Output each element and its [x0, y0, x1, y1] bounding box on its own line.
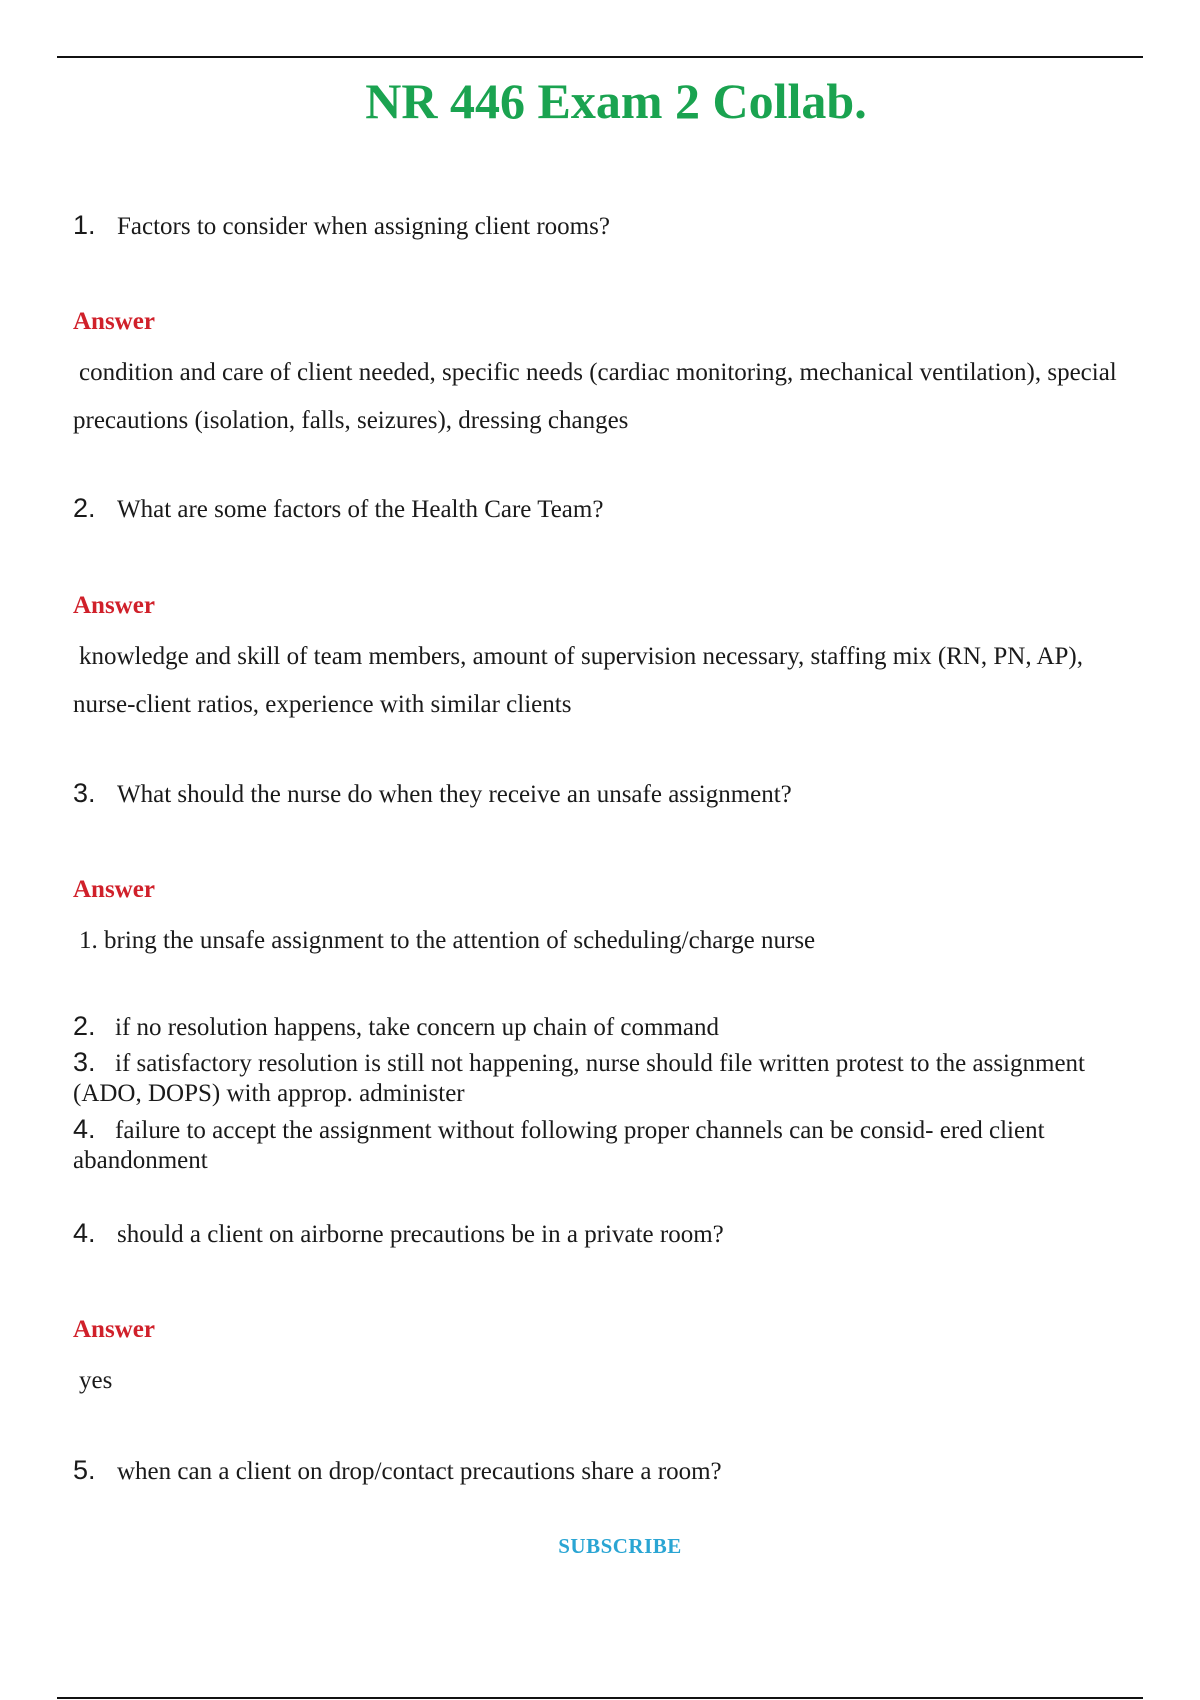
step-number: 3. — [73, 1047, 96, 1077]
question-text: Factors to consider when assigning client rooms? — [117, 213, 610, 240]
answer-label: Answer — [73, 876, 155, 903]
answer-label: Answer — [73, 1316, 155, 1343]
answer-label: Answer — [73, 308, 155, 335]
document-title: NR 446 Exam 2 Collab. — [365, 73, 867, 129]
question-2 — [73, 493, 603, 524]
bottom-rule — [57, 1697, 1143, 1699]
question-text: What should the nurse do when they receive an unsafe assignment? — [117, 781, 792, 808]
answer-text: condition and care of client needed, specific needs (cardiac monitoring, mechanical ventilation), special precautions (isolation, falls, seizures), dressing changes — [73, 359, 1117, 434]
question-text: What are some factors of the Health Care Team? — [117, 496, 604, 523]
answer-text: knowledge and skill of team members, amount of supervision necessary, staffing mix (RN, PN, AP), nurse-client ratios, experience with similar clients — [73, 643, 1084, 718]
question-text: should a client on airborne precautions be in a private room? — [117, 1221, 724, 1248]
step-number: 2. — [73, 1011, 96, 1041]
answer-text: yes — [79, 1367, 113, 1394]
question-number: 2. — [73, 493, 96, 523]
question-number: 1. — [73, 210, 96, 240]
question-4 — [73, 1218, 724, 1249]
subscribe-link[interactable]: SUBSCRIBE — [558, 1534, 682, 1558]
step-text: failure to accept the assignment without following proper channels can be consid- ered client abandonment — [73, 1117, 1045, 1174]
question-3 — [73, 778, 792, 809]
question-number: 4. — [73, 1218, 96, 1248]
answer-step-2 — [73, 1011, 1145, 1043]
answer-step-4 — [73, 1114, 1145, 1176]
question-text: when can a client on drop/contact precautions share a room? — [117, 1458, 722, 1485]
answer-step-3 — [73, 1047, 1145, 1109]
step-text: if no resolution happens, take concern up chain of command — [115, 1014, 719, 1041]
question-number: 3. — [73, 778, 96, 808]
step-number: 4. — [73, 1114, 96, 1144]
question-5 — [73, 1455, 722, 1486]
answer-text: 1. bring the unsafe assignment to the attention of scheduling/charge nurse — [79, 927, 816, 954]
question-number: 5. — [73, 1455, 96, 1485]
top-rule — [57, 56, 1143, 58]
step-text: if satisfactory resolution is still not happening, nurse should file written protest to the assignment (ADO, DOPS) with approp. administer — [73, 1050, 1085, 1107]
question-1 — [73, 210, 610, 241]
answer-label: Answer — [73, 592, 155, 619]
